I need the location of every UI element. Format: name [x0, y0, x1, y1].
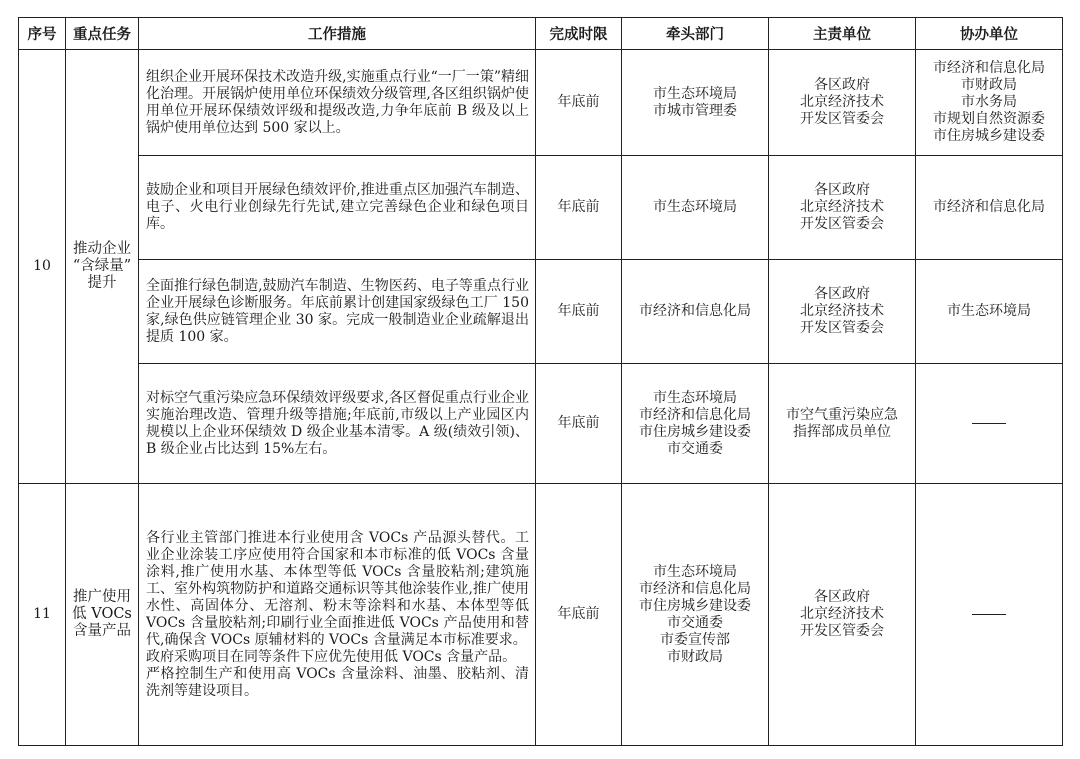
responsible-unit: 开发区管委会: [800, 111, 884, 127]
header-assist: 协办单位: [916, 18, 1063, 50]
lead-unit: 市交通委: [667, 440, 723, 457]
assist-unit: 市水务局: [961, 94, 1017, 110]
responsible-unit: 北京经济技术: [800, 94, 884, 110]
responsible-unit: 指挥部成员单位: [793, 423, 891, 440]
lead-unit: 市生态环境局: [653, 389, 737, 406]
responsible-unit: 北京经济技术: [800, 303, 884, 319]
seq-cell: 10: [19, 50, 66, 484]
assist-unit: 市规划自然资源委: [933, 111, 1045, 127]
measure-cell: [139, 484, 536, 746]
task-line: 含量产品: [73, 623, 131, 639]
responsible-unit: 北京经济技术: [800, 606, 884, 622]
lead-unit: 市生态环境局: [653, 563, 737, 580]
deadline-cell: 年底前: [536, 50, 622, 156]
empty-dash: [972, 614, 1006, 615]
task-line: 提升: [87, 275, 117, 291]
measure-cell: 全面推行绿色制造,鼓励汽车制造、生物医药、电子等重点行业企业开展绿色诊断服务。年底前累计创建国家级绿色工厂 150 家,绿色供应链管理企业 30 家。完成一般制造业企业疏解退出提质 100 家。: [139, 260, 536, 364]
task-cell: [66, 50, 139, 484]
header-row: [19, 18, 1063, 50]
responsible-unit: 各区政府: [814, 589, 870, 605]
responsible-unit: 各区政府: [814, 182, 870, 198]
lead-cell: [622, 156, 769, 260]
lead-unit: 市交通委: [667, 614, 723, 631]
responsible-unit: 各区政府: [814, 77, 870, 93]
assist-cell: [916, 364, 1063, 484]
header-task: 重点任务: [66, 18, 139, 50]
responsible-cell: [769, 484, 916, 746]
lead-unit: 市经济和信息化局: [639, 580, 751, 597]
header-responsible: 主责单位: [769, 18, 916, 50]
table-row: [19, 50, 1063, 156]
deadline-cell: 年底前: [536, 260, 622, 364]
lead-cell: [622, 50, 769, 156]
table-row: [19, 156, 1063, 260]
responsible-unit: 北京经济技术: [800, 199, 884, 215]
measure-cell: 鼓励企业和项目开展绿色绩效评价,推进重点区加强汽车制造、电子、火电行业创绿先行先试,建立完善绿色企业和绿色项目库。: [139, 156, 536, 260]
responsible-unit: 开发区管委会: [800, 623, 884, 639]
header-seq: 序号: [19, 18, 66, 50]
assist-cell: [916, 156, 1063, 260]
lead-unit: 市委宣传部: [660, 631, 730, 648]
lead-unit: 市生态环境局: [653, 199, 737, 215]
assist-unit: 市财政局: [961, 77, 1017, 93]
responsible-cell: [769, 156, 916, 260]
task-line: 推广使用: [73, 589, 131, 605]
responsible-cell: [769, 260, 916, 364]
measure-cell: 组织企业开展环保技术改造升级,实施重点行业“一厂一策”精细化治理。开展锅炉使用单位环保绩效分级管理,各区组织锅炉使用单位开展环保绩效评级和提级改造,力争年底前 B 级及以上锅炉使用单位达到 500 家以上。: [139, 50, 536, 156]
responsible-unit: 各区政府: [814, 286, 870, 302]
lead-cell: [622, 364, 769, 484]
lead-unit: 市经济和信息化局: [639, 303, 751, 319]
assist-unit: 市经济和信息化局: [933, 199, 1045, 215]
measure-paragraph: 严格控制生产和使用高 VOCs 含量涂料、油墨、胶粘剂、清洗剂等建设项目。: [146, 665, 529, 699]
lead-unit: 市生态环境局: [653, 85, 737, 102]
task-line: 推动企业: [73, 241, 131, 257]
table-row: [19, 364, 1063, 484]
responsible-cell: [769, 50, 916, 156]
assist-cell: [916, 260, 1063, 364]
deadline-cell: 年底前: [536, 484, 622, 746]
header-lead: 牵头部门: [622, 18, 769, 50]
lead-unit: 市住房城乡建设委: [639, 423, 751, 440]
task-cell: [66, 484, 139, 746]
measure-cell: 对标空气重污染应急环保绩效评级要求,各区督促重点行业企业实施治理改造、管理升级等措施;年底前,市级以上产业园区内规模以上企业环保绩效 D 级企业基本清零。A 级(绩效引领)、B 级企业占比达到 15%左右。: [139, 364, 536, 484]
task-line: “含绿量”: [72, 258, 132, 274]
assist-unit: 市生态环境局: [947, 303, 1031, 319]
responsible-unit: 开发区管委会: [800, 216, 884, 232]
assist-cell: [916, 50, 1063, 156]
lead-unit: 市住房城乡建设委: [639, 597, 751, 614]
measure-paragraph: 政府采购项目在同等条件下应优先使用低 VOCs 含量产品。: [146, 648, 517, 665]
header-measures: 工作措施: [139, 18, 536, 50]
deadline-cell: 年底前: [536, 364, 622, 484]
measure-paragraph: 各行业主管部门推进本行业使用含 VOCs 产品源头替代。工业企业涂装工序应使用符合国家和本市标准的低 VOCs 含量涂料,推广使用水基、本体型等低 VOCs 含量胶粘剂;建筑施工、室外构筑物防护和道路交通标识等其他涂装作业,推广使用水性、高固体分、无溶剂、粉末等涂料和水基、本体型等低 VOCs 含量胶粘剂;印刷行业全面推进低 VOCs 产品使用和替代,确保含 VOCs 原辅材料的 VOCs 含量满足本市标准要求。: [146, 529, 529, 648]
table-row: [19, 260, 1063, 364]
assist-cell: [916, 484, 1063, 746]
lead-cell: [622, 260, 769, 364]
lead-unit: 市财政局: [667, 648, 723, 665]
lead-unit: 市经济和信息化局: [639, 406, 751, 423]
lead-cell: [622, 484, 769, 746]
table-row: [19, 484, 1063, 746]
deadline-cell: 年底前: [536, 156, 622, 260]
responsible-cell: [769, 364, 916, 484]
task-line: 低 VOCs: [72, 606, 132, 622]
assist-unit: 市经济和信息化局: [933, 60, 1045, 76]
work-measures-table: [18, 17, 1063, 746]
assist-unit: 市住房城乡建设委: [933, 128, 1045, 144]
lead-unit: 市城市管理委: [653, 102, 737, 119]
empty-dash: [972, 423, 1006, 424]
seq-cell: 11: [19, 484, 66, 746]
responsible-unit: 开发区管委会: [800, 320, 884, 336]
responsible-unit: 市空气重污染应急: [786, 406, 898, 423]
header-deadline: 完成时限: [536, 18, 622, 50]
